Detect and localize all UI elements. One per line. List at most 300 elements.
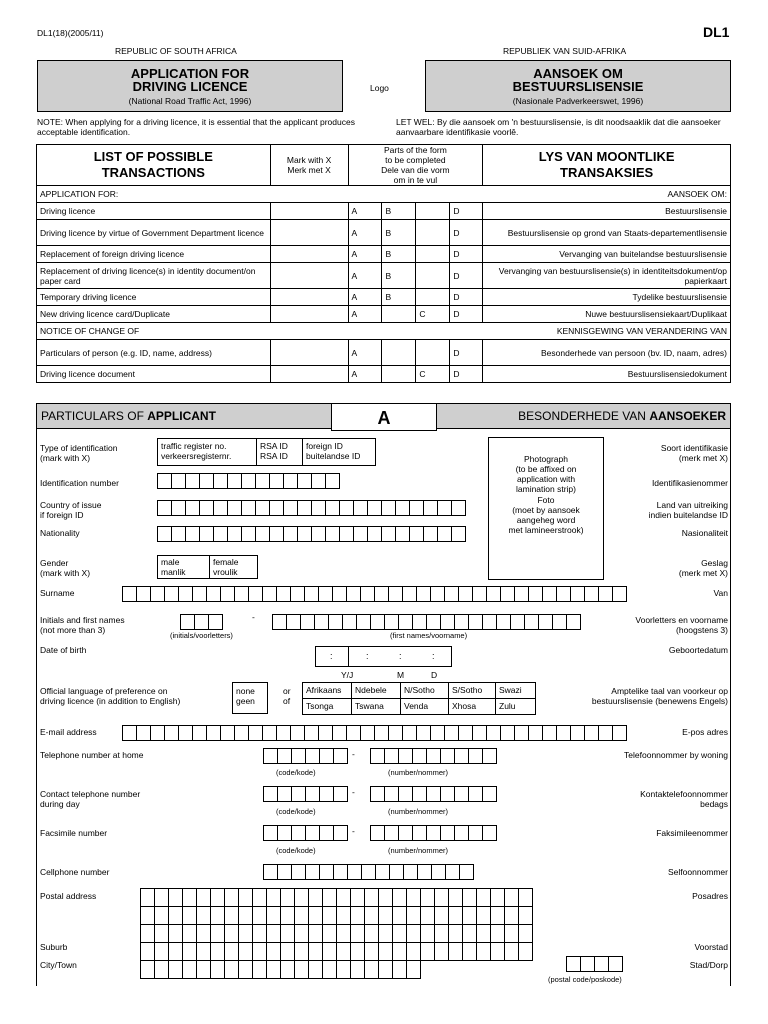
char-box[interactable] <box>294 888 309 907</box>
char-box[interactable] <box>154 924 169 943</box>
char-box[interactable] <box>423 526 438 542</box>
char-box[interactable] <box>333 864 348 880</box>
char-box[interactable] <box>423 500 438 516</box>
id-number-field[interactable] <box>157 473 339 489</box>
char-box[interactable] <box>185 526 200 542</box>
char-box[interactable] <box>297 500 312 516</box>
char-box[interactable] <box>434 924 449 943</box>
char-box[interactable] <box>524 614 539 630</box>
char-box[interactable] <box>336 942 351 961</box>
transaction-mark-box[interactable] <box>270 306 348 323</box>
char-box[interactable] <box>353 500 368 516</box>
char-box[interactable] <box>210 924 225 943</box>
char-box[interactable] <box>448 888 463 907</box>
char-box[interactable] <box>224 888 239 907</box>
char-box[interactable] <box>157 473 172 489</box>
char-box[interactable] <box>392 888 407 907</box>
char-box[interactable] <box>346 586 361 602</box>
char-box[interactable] <box>490 942 505 961</box>
char-box[interactable] <box>305 786 320 802</box>
char-box[interactable] <box>528 586 543 602</box>
char-box[interactable] <box>140 924 155 943</box>
char-box[interactable] <box>468 748 483 764</box>
char-box[interactable] <box>350 942 365 961</box>
char-box[interactable] <box>361 864 376 880</box>
char-box[interactable] <box>504 906 519 925</box>
country-of-issue-field[interactable] <box>157 500 465 516</box>
char-box[interactable] <box>319 786 334 802</box>
char-box[interactable] <box>328 614 343 630</box>
char-box[interactable] <box>213 500 228 516</box>
char-box[interactable] <box>454 614 469 630</box>
char-box[interactable] <box>136 725 151 741</box>
char-box[interactable] <box>392 942 407 961</box>
char-box[interactable] <box>462 942 477 961</box>
char-box[interactable] <box>248 586 263 602</box>
char-box[interactable] <box>504 888 519 907</box>
language-option[interactable]: Xhosa <box>448 698 496 715</box>
char-box[interactable] <box>178 586 193 602</box>
char-box[interactable] <box>542 725 557 741</box>
char-box[interactable] <box>185 473 200 489</box>
language-option[interactable]: S/Sotho <box>448 682 496 699</box>
char-box[interactable] <box>434 888 449 907</box>
char-box[interactable] <box>409 526 424 542</box>
char-box[interactable] <box>364 888 379 907</box>
char-box[interactable] <box>336 924 351 943</box>
char-box[interactable] <box>409 500 424 516</box>
char-box[interactable] <box>556 586 571 602</box>
char-box[interactable] <box>476 888 491 907</box>
char-box[interactable] <box>364 960 379 979</box>
tel-home-number-field[interactable] <box>370 748 496 764</box>
char-box[interactable] <box>178 725 193 741</box>
char-box[interactable] <box>196 924 211 943</box>
language-option[interactable]: Afrikaans <box>302 682 352 699</box>
char-box[interactable] <box>440 614 455 630</box>
char-box[interactable] <box>440 786 455 802</box>
char-box[interactable] <box>150 586 165 602</box>
char-box[interactable] <box>269 473 284 489</box>
char-box[interactable] <box>374 586 389 602</box>
char-box[interactable] <box>213 526 228 542</box>
char-box[interactable] <box>238 942 253 961</box>
char-box[interactable] <box>150 725 165 741</box>
id-option-foreign-id[interactable] <box>302 438 376 466</box>
char-box[interactable] <box>370 614 385 630</box>
char-box[interactable] <box>398 786 413 802</box>
fax-number-field[interactable] <box>370 825 496 841</box>
char-box[interactable] <box>412 825 427 841</box>
char-box[interactable] <box>434 906 449 925</box>
char-box[interactable] <box>398 748 413 764</box>
char-box[interactable] <box>454 825 469 841</box>
char-box[interactable] <box>381 500 396 516</box>
char-box[interactable] <box>608 956 623 972</box>
char-box[interactable] <box>308 924 323 943</box>
initials-field[interactable] <box>180 614 222 630</box>
char-box[interactable] <box>339 500 354 516</box>
language-option[interactable]: Ndebele <box>351 682 401 699</box>
char-box[interactable] <box>241 500 256 516</box>
char-box[interactable] <box>542 586 557 602</box>
char-box[interactable] <box>448 924 463 943</box>
char-box[interactable] <box>305 864 320 880</box>
char-box[interactable] <box>136 586 151 602</box>
char-box[interactable] <box>518 906 533 925</box>
char-box[interactable] <box>584 586 599 602</box>
char-box[interactable] <box>444 586 459 602</box>
char-box[interactable] <box>171 500 186 516</box>
char-box[interactable] <box>283 526 298 542</box>
nationality-field[interactable] <box>157 526 465 542</box>
char-box[interactable] <box>297 473 312 489</box>
char-box[interactable] <box>350 906 365 925</box>
postal-code-field[interactable] <box>566 956 622 972</box>
char-box[interactable] <box>426 786 441 802</box>
char-box[interactable] <box>325 473 340 489</box>
char-box[interactable] <box>612 725 627 741</box>
char-box[interactable] <box>510 614 525 630</box>
char-box[interactable] <box>426 825 441 841</box>
cellphone-field[interactable] <box>263 864 473 880</box>
char-box[interactable] <box>333 748 348 764</box>
char-box[interactable] <box>570 725 585 741</box>
char-box[interactable] <box>224 942 239 961</box>
char-box[interactable] <box>168 942 183 961</box>
char-box[interactable] <box>157 526 172 542</box>
char-box[interactable] <box>448 906 463 925</box>
char-box[interactable] <box>290 586 305 602</box>
char-box[interactable] <box>238 924 253 943</box>
char-box[interactable] <box>476 942 491 961</box>
char-box[interactable] <box>154 960 169 979</box>
tel-home-code-field[interactable] <box>263 748 347 764</box>
char-box[interactable] <box>437 526 452 542</box>
char-box[interactable] <box>262 725 277 741</box>
char-box[interactable] <box>444 725 459 741</box>
char-box[interactable] <box>420 906 435 925</box>
char-box[interactable] <box>308 888 323 907</box>
char-box[interactable] <box>322 960 337 979</box>
dob-field[interactable] <box>315 646 452 667</box>
char-box[interactable] <box>199 473 214 489</box>
char-box[interactable] <box>224 906 239 925</box>
char-box[interactable] <box>482 614 497 630</box>
char-box[interactable] <box>168 906 183 925</box>
char-box[interactable] <box>384 825 399 841</box>
char-box[interactable] <box>311 526 326 542</box>
char-box[interactable] <box>294 942 309 961</box>
char-box[interactable] <box>171 473 186 489</box>
char-box[interactable] <box>308 906 323 925</box>
char-box[interactable] <box>280 924 295 943</box>
char-box[interactable] <box>342 614 357 630</box>
char-box[interactable] <box>196 906 211 925</box>
char-box[interactable] <box>140 942 155 961</box>
char-box[interactable] <box>319 864 334 880</box>
char-box[interactable] <box>308 942 323 961</box>
char-box[interactable] <box>598 586 613 602</box>
char-box[interactable] <box>445 864 460 880</box>
transaction-mark-box[interactable] <box>270 246 348 263</box>
char-box[interactable] <box>255 526 270 542</box>
first-names-field[interactable] <box>272 614 580 630</box>
char-box[interactable] <box>311 473 326 489</box>
char-box[interactable] <box>403 864 418 880</box>
char-box[interactable] <box>140 906 155 925</box>
char-box[interactable] <box>252 906 267 925</box>
char-box[interactable] <box>276 725 291 741</box>
char-box[interactable] <box>238 960 253 979</box>
char-box[interactable] <box>196 942 211 961</box>
char-box[interactable] <box>402 725 417 741</box>
char-box[interactable] <box>518 888 533 907</box>
char-box[interactable] <box>566 614 581 630</box>
char-box[interactable] <box>208 614 223 630</box>
char-box[interactable] <box>192 725 207 741</box>
char-box[interactable] <box>277 864 292 880</box>
contact-number-field[interactable] <box>370 786 496 802</box>
language-none[interactable] <box>232 682 268 714</box>
char-box[interactable] <box>220 725 235 741</box>
char-box[interactable] <box>504 924 519 943</box>
language-option[interactable]: N/Sotho <box>400 682 449 699</box>
char-box[interactable] <box>440 748 455 764</box>
char-box[interactable] <box>277 748 292 764</box>
char-box[interactable] <box>192 586 207 602</box>
char-box[interactable] <box>318 586 333 602</box>
char-box[interactable] <box>392 924 407 943</box>
char-box[interactable] <box>417 864 432 880</box>
char-box[interactable] <box>437 500 452 516</box>
char-box[interactable] <box>199 500 214 516</box>
char-box[interactable] <box>305 825 320 841</box>
char-box[interactable] <box>210 960 225 979</box>
char-box[interactable] <box>482 825 497 841</box>
char-box[interactable] <box>406 942 421 961</box>
char-box[interactable] <box>311 500 326 516</box>
char-box[interactable] <box>199 526 214 542</box>
transaction-mark-box[interactable] <box>270 263 348 289</box>
char-box[interactable] <box>213 473 228 489</box>
surname-field[interactable] <box>122 586 626 602</box>
language-option[interactable]: Zulu <box>495 698 536 715</box>
char-box[interactable] <box>353 526 368 542</box>
char-box[interactable] <box>459 864 474 880</box>
transaction-mark-box[interactable] <box>270 340 348 366</box>
char-box[interactable] <box>154 942 169 961</box>
transaction-mark-box[interactable] <box>270 289 348 306</box>
char-box[interactable] <box>277 786 292 802</box>
char-box[interactable] <box>224 960 239 979</box>
char-box[interactable] <box>552 614 567 630</box>
char-box[interactable] <box>514 725 529 741</box>
char-box[interactable] <box>157 500 172 516</box>
language-option[interactable]: Tswana <box>351 698 401 715</box>
char-box[interactable] <box>291 786 306 802</box>
char-box[interactable] <box>360 725 375 741</box>
char-box[interactable] <box>364 942 379 961</box>
char-box[interactable] <box>322 924 337 943</box>
char-box[interactable] <box>528 725 543 741</box>
id-option-traffic-register[interactable] <box>157 438 257 466</box>
char-box[interactable] <box>280 888 295 907</box>
char-box[interactable] <box>431 864 446 880</box>
char-box[interactable] <box>319 748 334 764</box>
char-box[interactable] <box>514 586 529 602</box>
char-box[interactable] <box>185 500 200 516</box>
char-box[interactable] <box>332 725 347 741</box>
char-box[interactable] <box>248 725 263 741</box>
char-box[interactable] <box>182 960 197 979</box>
char-box[interactable] <box>468 614 483 630</box>
char-box[interactable] <box>224 924 239 943</box>
char-box[interactable] <box>241 526 256 542</box>
char-box[interactable] <box>378 906 393 925</box>
char-box[interactable] <box>206 586 221 602</box>
char-box[interactable] <box>395 500 410 516</box>
char-box[interactable] <box>269 500 284 516</box>
char-box[interactable] <box>454 748 469 764</box>
char-box[interactable] <box>283 500 298 516</box>
char-box[interactable] <box>196 960 211 979</box>
char-box[interactable] <box>476 906 491 925</box>
char-box[interactable] <box>154 906 169 925</box>
char-box[interactable] <box>283 473 298 489</box>
char-box[interactable] <box>402 586 417 602</box>
char-box[interactable] <box>416 725 431 741</box>
char-box[interactable] <box>486 725 501 741</box>
char-box[interactable] <box>406 924 421 943</box>
char-box[interactable] <box>227 526 242 542</box>
char-box[interactable] <box>206 725 221 741</box>
char-box[interactable] <box>272 614 287 630</box>
char-box[interactable] <box>378 960 393 979</box>
char-box[interactable] <box>336 888 351 907</box>
char-box[interactable] <box>496 614 511 630</box>
char-box[interactable] <box>322 906 337 925</box>
char-box[interactable] <box>556 725 571 741</box>
char-box[interactable] <box>472 586 487 602</box>
char-box[interactable] <box>594 956 609 972</box>
char-box[interactable] <box>182 924 197 943</box>
char-box[interactable] <box>426 748 441 764</box>
char-box[interactable] <box>280 960 295 979</box>
char-box[interactable] <box>518 924 533 943</box>
char-box[interactable] <box>430 725 445 741</box>
char-box[interactable] <box>286 614 301 630</box>
char-box[interactable] <box>440 825 455 841</box>
char-box[interactable] <box>378 924 393 943</box>
char-box[interactable] <box>241 473 256 489</box>
char-box[interactable] <box>566 956 581 972</box>
char-box[interactable] <box>347 864 362 880</box>
char-box[interactable] <box>280 942 295 961</box>
char-box[interactable] <box>398 825 413 841</box>
char-box[interactable] <box>291 748 306 764</box>
char-box[interactable] <box>263 825 278 841</box>
char-box[interactable] <box>472 725 487 741</box>
char-box[interactable] <box>210 942 225 961</box>
char-box[interactable] <box>333 786 348 802</box>
char-box[interactable] <box>584 725 599 741</box>
char-box[interactable] <box>370 786 385 802</box>
char-box[interactable] <box>468 786 483 802</box>
char-box[interactable] <box>538 614 553 630</box>
char-box[interactable] <box>297 526 312 542</box>
transaction-mark-box[interactable] <box>270 220 348 246</box>
char-box[interactable] <box>269 526 284 542</box>
char-box[interactable] <box>252 960 267 979</box>
char-box[interactable] <box>384 748 399 764</box>
char-box[interactable] <box>210 888 225 907</box>
char-box[interactable] <box>314 614 329 630</box>
char-box[interactable] <box>294 924 309 943</box>
char-box[interactable] <box>476 924 491 943</box>
char-box[interactable] <box>448 942 463 961</box>
char-box[interactable] <box>122 586 137 602</box>
char-box[interactable] <box>504 942 519 961</box>
char-box[interactable] <box>388 725 403 741</box>
char-box[interactable] <box>462 906 477 925</box>
char-box[interactable] <box>263 748 278 764</box>
char-box[interactable] <box>220 586 235 602</box>
char-box[interactable] <box>333 825 348 841</box>
char-box[interactable] <box>263 864 278 880</box>
char-box[interactable] <box>384 614 399 630</box>
char-box[interactable] <box>378 942 393 961</box>
char-box[interactable] <box>234 725 249 741</box>
char-box[interactable] <box>412 614 427 630</box>
transaction-mark-box[interactable] <box>270 203 348 220</box>
char-box[interactable] <box>350 924 365 943</box>
char-box[interactable] <box>276 586 291 602</box>
char-box[interactable] <box>451 500 466 516</box>
char-box[interactable] <box>360 586 375 602</box>
char-box[interactable] <box>346 725 361 741</box>
transaction-mark-box[interactable] <box>270 366 348 383</box>
char-box[interactable] <box>266 960 281 979</box>
char-box[interactable] <box>420 888 435 907</box>
char-box[interactable] <box>420 924 435 943</box>
char-box[interactable] <box>291 825 306 841</box>
char-box[interactable] <box>406 888 421 907</box>
char-box[interactable] <box>462 888 477 907</box>
email-field[interactable] <box>122 725 626 741</box>
char-box[interactable] <box>462 924 477 943</box>
char-box[interactable] <box>336 906 351 925</box>
char-box[interactable] <box>392 960 407 979</box>
language-option[interactable]: Venda <box>400 698 449 715</box>
char-box[interactable] <box>598 725 613 741</box>
char-box[interactable] <box>252 924 267 943</box>
char-box[interactable] <box>304 586 319 602</box>
char-box[interactable] <box>262 586 277 602</box>
char-box[interactable] <box>434 942 449 961</box>
char-box[interactable] <box>339 526 354 542</box>
char-box[interactable] <box>392 906 407 925</box>
fax-code-field[interactable] <box>263 825 347 841</box>
gender-male[interactable] <box>157 555 210 579</box>
char-box[interactable] <box>384 786 399 802</box>
char-box[interactable] <box>389 864 404 880</box>
char-box[interactable] <box>388 586 403 602</box>
contact-code-field[interactable] <box>263 786 347 802</box>
char-box[interactable] <box>318 725 333 741</box>
char-box[interactable] <box>238 906 253 925</box>
char-box[interactable] <box>164 725 179 741</box>
